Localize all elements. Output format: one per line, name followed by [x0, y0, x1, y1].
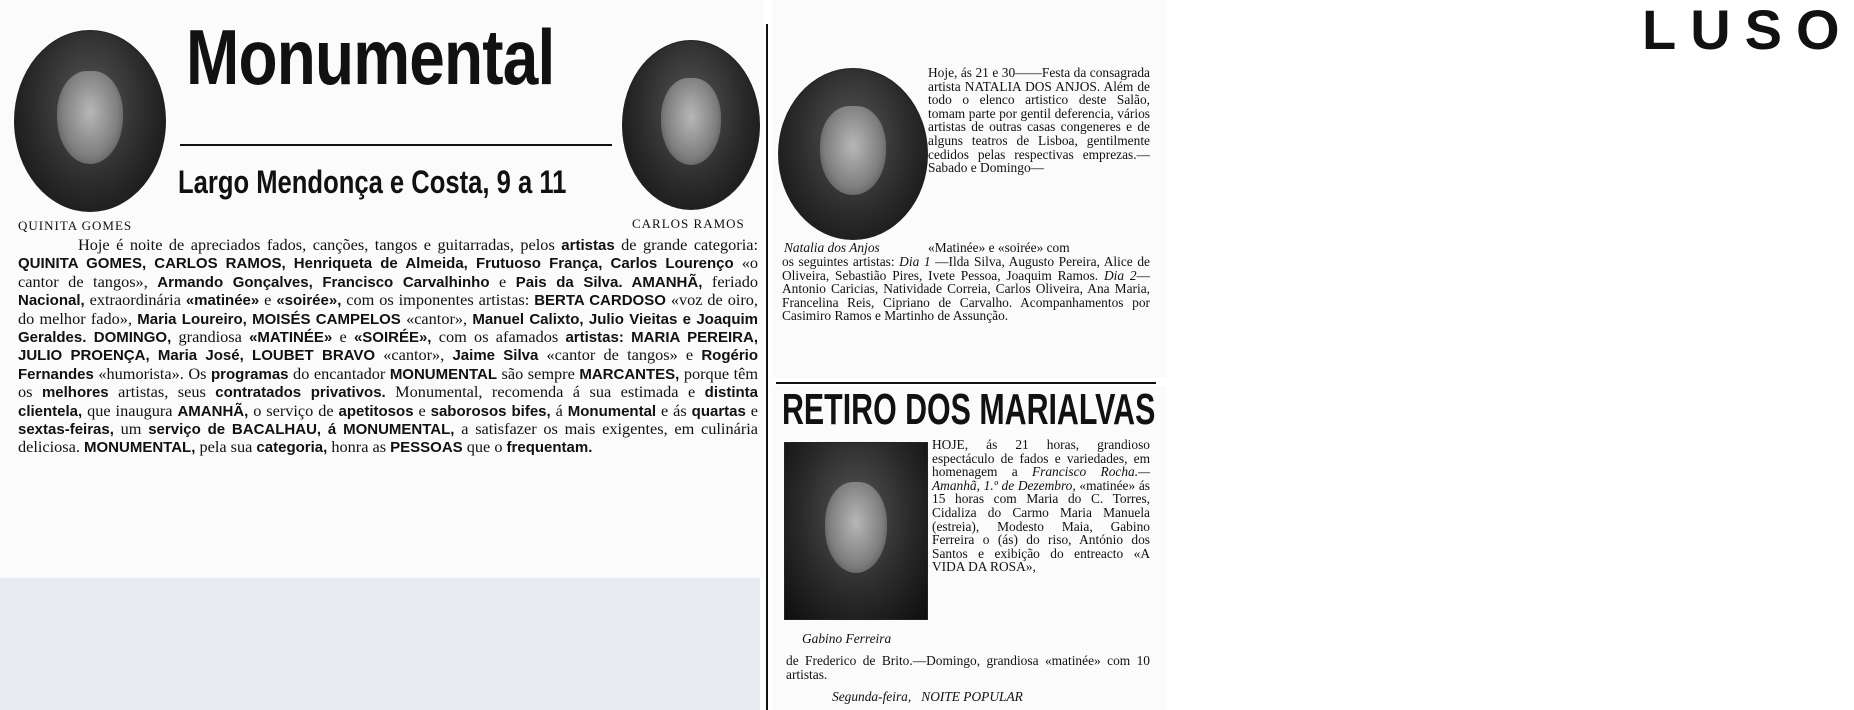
text-run: que o: [462, 437, 507, 457]
text-run: Pais da Silva. AMANHÃ,: [515, 273, 703, 291]
text-run: apetitosos: [338, 402, 414, 420]
text-run: grandiosa: [171, 327, 250, 347]
title-rule: [180, 144, 612, 146]
text-run: «matinée»: [185, 292, 260, 310]
text-run: Maria Loureiro, MOISÉS CAMPELOS: [137, 310, 401, 328]
text-run: Monumental: [567, 402, 657, 420]
natalia-dos-anjos-caption: Natalia dos Anjos: [784, 240, 880, 255]
text-run: e: [332, 327, 354, 347]
text-run: Rogério Fernandes: [18, 347, 758, 383]
text-run: do encantador: [288, 363, 390, 383]
text-run: são sempre: [497, 363, 580, 383]
gabino-ferreira-caption: Gabino Ferreira: [802, 631, 892, 646]
text-run: e: [413, 400, 431, 420]
text-run: feriado: [702, 271, 758, 291]
text-run: á: [550, 400, 568, 420]
text-run: «SOIRÉE»,: [353, 329, 432, 347]
luso-artists-text: [782, 255, 1150, 323]
retiro-program-text: [932, 438, 1150, 574]
text-run: «soirée»,: [276, 292, 342, 310]
text-run: artistas: [561, 237, 615, 254]
text-run: saborosos bifes,: [430, 402, 551, 420]
text-run: artistas: MARIA PEREIRA, JULIO PROENÇA, Maria José, LOUBET BRAVO: [18, 329, 758, 365]
text-run: programas: [211, 365, 289, 383]
natalia-dos-anjos-photo: [778, 68, 928, 240]
text-run: os seguintes artistas:: [782, 254, 900, 269]
text-run: porque têm os: [18, 363, 759, 402]
background-margin: [0, 578, 760, 710]
luso-caption-line: «Matinée» e «soirée» com: [928, 240, 1070, 255]
text-run: com os afamados: [431, 327, 566, 347]
text-run: MONUMENTAL,: [84, 439, 196, 457]
text-run: «matinée» ás 15 horas com Maria do C. Torres, Cidaliza do Carmo Maria Manuela (estreia), Modesto Maia, Gabino Ferreira o (ás) do riso, António dos Santos e exibição do entreacto «A VIDA DA ROSA»,: [932, 477, 1151, 575]
text-run: serviço de BACALHAU, á MONUMENTAL,: [148, 421, 455, 439]
retiro-footer-event: NOITE POPULAR: [921, 689, 1023, 704]
luso-title: LUSO: [1642, 0, 1854, 61]
monumental-title: Monumental: [186, 13, 555, 101]
retiro-closing-text: de Frederico de Brito.—Domingo, grandiosa «matinée» com 10 artistas.: [786, 653, 1150, 682]
text-run: um: [113, 419, 149, 439]
text-run: que inaugura: [82, 400, 178, 420]
text-run: Dia 1: [899, 254, 931, 269]
text-run: e: [745, 400, 759, 420]
text-run: com os imponentes artistas:: [341, 290, 535, 310]
monumental-ad: [0, 0, 764, 578]
text-run: Hoje é noite de apreciados fados, canções, tangos e guitarradas, pelos: [78, 235, 562, 254]
text-run: e ás: [656, 400, 692, 420]
text-run: «cantor»,: [375, 345, 453, 365]
luso-intro-text: Hoje, ás 21 e 30——Festa da consagrada artista NATALIA DOS ANJOS. Além de todo o elenco artistico deste Salão, tomam parte por gentil deferencia, vários artistas de outras casas congeneres e de alguns teatros de Lisboa, gentilmente cedidos pelas respectivas emprezas.—Sabado e Domingo—: [928, 65, 1150, 176]
text-run: extraordinária: [84, 290, 186, 310]
text-run: sextas-feiras,: [18, 421, 114, 439]
text-run: o serviço de: [248, 400, 339, 420]
luso-ad: [772, 0, 1854, 378]
text-run: Dia 2: [1103, 267, 1137, 283]
text-run: «o cantor de tangos»,: [18, 253, 759, 291]
text-run: Armando Gonçalves, Francisco Carvalhinho: [157, 273, 490, 291]
text-run: «cantor de tangos» e: [538, 345, 702, 365]
text-run: «cantor»,: [400, 308, 473, 328]
retiro-title: RETIRO DOS MARIALVAS: [782, 385, 1156, 434]
carlos-ramos-photo: [622, 40, 760, 210]
text-run: HOJE, ás 21 horas, grandioso espectáculo de fados e variedades, em homenagem a: [932, 437, 1150, 480]
text-run: QUINITA GOMES, CARLOS RAMOS, Henriqueta de Almeida, Frutuoso França, Carlos Lourenço: [18, 255, 734, 273]
text-run: —Antonio Caricias, Natividade Correia, Carlos Oliveira, Ana Maria, Francelina Reis, Cipriano de Carvalho. Acompanhamentos por Casimiro Ramos e Martinho de Assunção.: [782, 267, 1150, 324]
text-run: e: [489, 271, 516, 291]
retiro-footer: [832, 690, 1023, 704]
carlos-ramos-caption: CARLOS RAMOS: [632, 216, 745, 231]
text-run: Manuel Calixto, Julio Vieitas e Joaquim Geraldes. DOMINGO,: [18, 310, 758, 347]
text-run: «voz de oiro, do melhor fado»,: [18, 290, 758, 328]
text-run: artistas, seus: [108, 382, 216, 402]
text-run: Francisco Rocha.—Amanhã, 1.º de Dezembro,: [932, 464, 1150, 493]
gabino-ferreira-photo: [784, 442, 928, 620]
text-run: AMANHÃ,: [177, 402, 249, 420]
text-run: BERTA CARDOSO: [534, 292, 666, 310]
text-run: contratados privativos.: [215, 384, 386, 402]
column-divider: [766, 24, 768, 710]
text-run: PESSOAS: [390, 439, 463, 457]
text-run: quartas: [691, 402, 746, 420]
text-run: honra as: [327, 437, 391, 457]
text-run: pela sua: [195, 437, 257, 457]
text-run: frequentam.: [506, 439, 593, 457]
text-run: «humorista». Os: [93, 363, 211, 383]
quinita-gomes-photo: [14, 30, 166, 212]
text-run: e: [259, 290, 277, 310]
retiro-ad: [772, 386, 1166, 710]
retiro-footer-day: Segunda-feira,: [832, 689, 912, 704]
text-run: —Ilda Silva, Augusto Pereira, Alice de Oliveira, Sebastião Pires, Ivete Pessoa, Joaquim Ramos.: [782, 254, 1150, 283]
text-run: melhores: [41, 384, 109, 402]
text-run: Monumental, recomenda á sua estimada e: [385, 382, 705, 402]
text-run: de grande categoria:: [614, 235, 759, 254]
text-run: «MATINÉE»: [249, 329, 333, 347]
text-run: MONUMENTAL: [389, 365, 498, 383]
quinita-gomes-caption: QUINITA GOMES: [18, 218, 133, 233]
text-run: Nacional,: [18, 292, 85, 310]
text-run: a satisfazer os mais exigentes, em culinária deliciosa.: [18, 419, 758, 457]
text-run: distinta clientela,: [18, 384, 759, 420]
text-run: categoria,: [256, 439, 328, 457]
section-divider: [776, 382, 1156, 384]
monumental-body-text: [18, 236, 758, 457]
monumental-address: Largo Mendonça e Costa, 9 a 11: [178, 164, 567, 200]
text-run: Jaime Silva: [452, 347, 539, 365]
text-run: MARCANTES,: [579, 365, 680, 383]
